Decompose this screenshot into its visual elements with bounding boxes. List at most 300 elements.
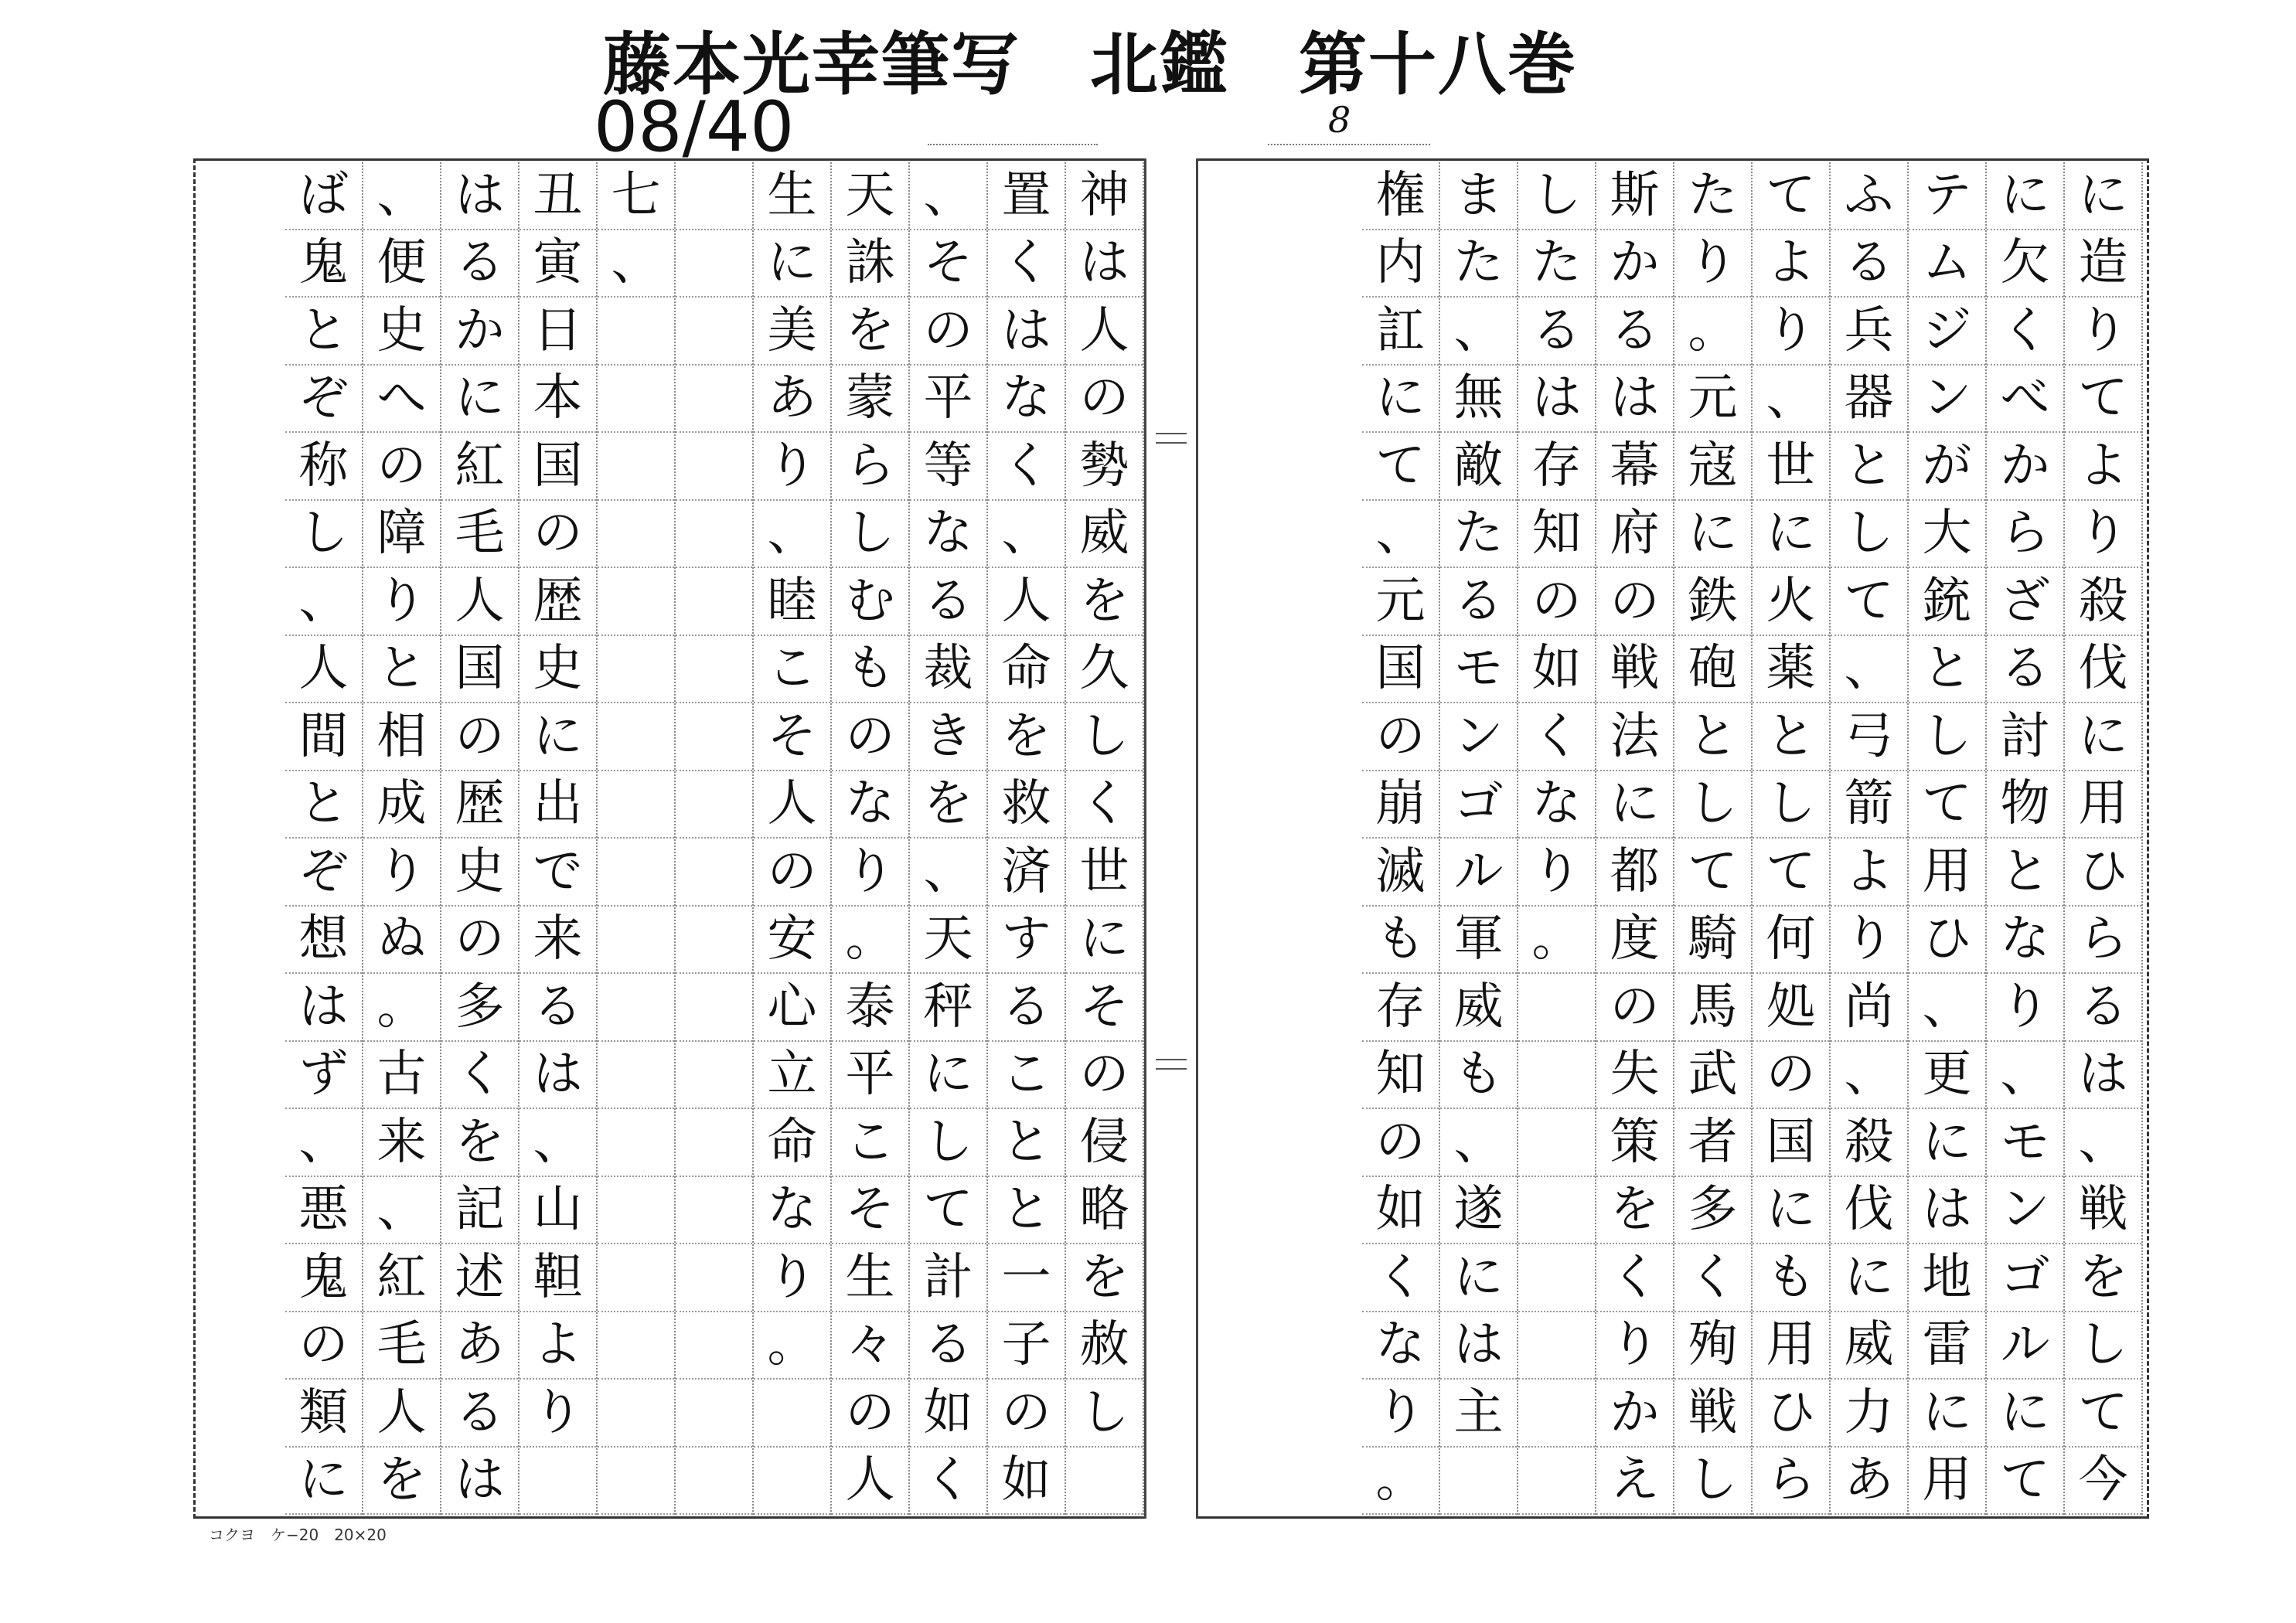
manuscript-cell: 間 bbox=[285, 703, 362, 771]
manuscript-cell: 古 bbox=[363, 1042, 440, 1110]
manuscript-cell: は bbox=[2065, 1042, 2141, 1110]
manuscript-cell: の bbox=[519, 501, 596, 569]
manuscript-cell: 安 bbox=[754, 907, 830, 975]
manuscript-cell: に bbox=[1362, 366, 1439, 434]
manuscript-cell: あ bbox=[441, 1312, 518, 1380]
manuscript-cell: ン bbox=[1440, 703, 1517, 771]
manuscript-cell: 大 bbox=[1909, 501, 1985, 569]
manuscript-cell: し bbox=[1066, 1380, 1143, 1448]
manuscript-cell: に bbox=[1753, 1177, 1829, 1245]
manuscript-cell: て bbox=[1831, 568, 1907, 636]
manuscript-cell: 用 bbox=[1909, 839, 1985, 907]
manuscript-cell: 救 bbox=[988, 771, 1065, 839]
manuscript-cell: を bbox=[1066, 1244, 1143, 1312]
manuscript-cell: 蒙 bbox=[832, 366, 908, 434]
manuscript-cell: 天 bbox=[832, 162, 908, 230]
manuscript-cell: は bbox=[441, 162, 518, 230]
manuscript-cell: ら bbox=[1987, 501, 2063, 569]
manuscript-cell: の bbox=[363, 433, 440, 501]
manuscript-cell: る bbox=[1596, 298, 1673, 366]
manuscript-cell: 威 bbox=[1831, 1312, 1907, 1380]
manuscript-cell: に bbox=[910, 1042, 986, 1110]
manuscript-cell: 斯 bbox=[1596, 162, 1673, 230]
manuscript-cell: 箭 bbox=[1831, 771, 1907, 839]
manuscript-cell: は bbox=[285, 974, 362, 1042]
manuscript-cell: 、 bbox=[285, 568, 362, 636]
manuscript-cell: ず bbox=[285, 1042, 362, 1110]
manuscript-cell: る bbox=[441, 230, 518, 298]
manuscript-cell: と bbox=[285, 298, 362, 366]
manuscript-cell: 用 bbox=[1753, 1312, 1829, 1380]
manuscript-cell bbox=[1518, 1448, 1595, 1516]
manuscript-cell: 侵 bbox=[1066, 1109, 1143, 1177]
manuscript-cell bbox=[598, 501, 674, 569]
manuscript-cell: 寅 bbox=[519, 230, 596, 298]
manuscript-cell: ル bbox=[1440, 839, 1517, 907]
manuscript-cell: 来 bbox=[519, 907, 596, 975]
manuscript-cell: 史 bbox=[519, 636, 596, 704]
manuscript-cell: り bbox=[363, 568, 440, 636]
manuscript-cell: 多 bbox=[441, 974, 518, 1042]
manuscript-cell: は bbox=[1066, 230, 1143, 298]
manuscript-cell: 。 bbox=[754, 1312, 830, 1380]
manuscript-cell: に bbox=[2065, 703, 2141, 771]
manuscript-cell: と bbox=[1909, 636, 1985, 704]
manuscript-cell: る bbox=[1518, 298, 1595, 366]
manuscript-cell: し bbox=[832, 501, 908, 569]
manuscript-cell bbox=[598, 636, 674, 704]
manuscript-cell: 命 bbox=[754, 1109, 830, 1177]
manuscript-cell: に bbox=[441, 366, 518, 434]
manuscript-cell: 国 bbox=[441, 636, 518, 704]
manuscript-cell: 略 bbox=[1066, 1177, 1143, 1245]
manuscript-cell: に bbox=[519, 703, 596, 771]
manuscript-cell: ぞ bbox=[285, 839, 362, 907]
manuscript-cell: て bbox=[1987, 1448, 2063, 1516]
manuscript-cell: ゴ bbox=[1440, 771, 1517, 839]
manuscript-cell: り bbox=[363, 839, 440, 907]
manuscript-cell: 史 bbox=[441, 839, 518, 907]
manuscript-cell: 平 bbox=[832, 1042, 908, 1110]
manuscript-cell: 山 bbox=[519, 1177, 596, 1245]
manuscript-cell: 。 bbox=[363, 974, 440, 1042]
manuscript-cell bbox=[676, 636, 752, 704]
manuscript-cell: 滅 bbox=[1362, 839, 1439, 907]
manuscript-cell: 訌 bbox=[1362, 298, 1439, 366]
manuscript-cell bbox=[598, 1042, 674, 1110]
manuscript-cell: 等 bbox=[910, 433, 986, 501]
manuscript-cell: の bbox=[910, 298, 986, 366]
manuscript-cell: ざ bbox=[1987, 568, 2063, 636]
manuscript-cell: の bbox=[832, 703, 908, 771]
manuscript-cell: は bbox=[1518, 366, 1595, 434]
manuscript-cell: 殺 bbox=[1831, 1109, 1907, 1177]
manuscript-cell: 、 bbox=[910, 839, 986, 907]
manuscript-cell bbox=[676, 162, 752, 230]
manuscript-cell: 崩 bbox=[1362, 771, 1439, 839]
manuscript-cell bbox=[1518, 1244, 1595, 1312]
manuscript-cell: こ bbox=[988, 1042, 1065, 1110]
manuscript-cell: 威 bbox=[1440, 974, 1517, 1042]
manuscript-cell: も bbox=[832, 636, 908, 704]
manuscript-cell: も bbox=[1362, 907, 1439, 975]
manuscript-cell: か bbox=[1596, 230, 1673, 298]
manuscript-cell: モ bbox=[1987, 1109, 2063, 1177]
manuscript-cell bbox=[1518, 1109, 1595, 1177]
manuscript-cell: 者 bbox=[1674, 1109, 1751, 1177]
manuscript-cell: ひ bbox=[1909, 907, 1985, 975]
manuscript-cell bbox=[676, 1177, 752, 1245]
manuscript-cell: く bbox=[1674, 1244, 1751, 1312]
manuscript-cell: 置 bbox=[988, 162, 1065, 230]
manuscript-cell: 府 bbox=[1596, 501, 1673, 569]
manuscript-cell: 更 bbox=[1909, 1042, 1985, 1110]
manuscript-cell: る bbox=[988, 974, 1065, 1042]
manuscript-cell: り bbox=[1987, 974, 2063, 1042]
manuscript-column bbox=[754, 162, 832, 1515]
manuscript-cell: が bbox=[1909, 433, 1985, 501]
manuscript-cell: の bbox=[1362, 1109, 1439, 1177]
fold-clip-top bbox=[1156, 433, 1187, 444]
manuscript-cell: の bbox=[441, 907, 518, 975]
manuscript-cell: 元 bbox=[1674, 366, 1751, 434]
manuscript-cell: 如 bbox=[910, 1380, 986, 1448]
manuscript-cell: 失 bbox=[1596, 1042, 1673, 1110]
manuscript-cell: の bbox=[441, 703, 518, 771]
manuscript-column bbox=[910, 162, 988, 1515]
manuscript-cell: 用 bbox=[2065, 771, 2141, 839]
manuscript-cell: に bbox=[1066, 907, 1143, 975]
manuscript-cell bbox=[598, 366, 674, 434]
manuscript-cell: に bbox=[1596, 771, 1673, 839]
manuscript-cell: 々 bbox=[832, 1312, 908, 1380]
manuscript-cell: む bbox=[832, 568, 908, 636]
manuscript-cell: 、 bbox=[363, 1177, 440, 1245]
manuscript-cell: く bbox=[988, 230, 1065, 298]
manuscript-cell: り bbox=[2065, 298, 2141, 366]
manuscript-cell: 出 bbox=[519, 771, 596, 839]
manuscript-cell bbox=[598, 1380, 674, 1448]
manuscript-cell: は bbox=[1909, 1177, 1985, 1245]
manuscript-cell: く bbox=[910, 1448, 986, 1516]
manuscript-cell: た bbox=[1440, 501, 1517, 569]
manuscript-cell: 伐 bbox=[2065, 636, 2141, 704]
manuscript-cell: べ bbox=[1987, 366, 2063, 434]
manuscript-cell: 久 bbox=[1066, 636, 1143, 704]
manuscript-cell: 。 bbox=[1362, 1448, 1439, 1516]
manuscript-column bbox=[1440, 162, 1518, 1515]
manuscript-cell: よ bbox=[519, 1312, 596, 1380]
manuscript-cell: に bbox=[754, 230, 830, 298]
manuscript-cell: 、 bbox=[1362, 501, 1439, 569]
manuscript-cell: ま bbox=[1440, 162, 1517, 230]
manuscript-cell bbox=[676, 298, 752, 366]
manuscript-cell: 物 bbox=[1987, 771, 2063, 839]
manuscript-cell: し bbox=[1066, 703, 1143, 771]
manuscript-cell: 歴 bbox=[519, 568, 596, 636]
manuscript-cell: し bbox=[1518, 162, 1595, 230]
manuscript-cell bbox=[676, 907, 752, 975]
manuscript-cell: 、 bbox=[1909, 974, 1985, 1042]
manuscript-cell: そ bbox=[832, 1177, 908, 1245]
manuscript-cell: 用 bbox=[1909, 1448, 1985, 1516]
manuscript-cell: 武 bbox=[1674, 1042, 1751, 1110]
manuscript-cell: 悪 bbox=[285, 1177, 362, 1245]
manuscript-cell bbox=[598, 907, 674, 975]
manuscript-cell: 造 bbox=[2065, 230, 2141, 298]
manuscript-cell: 人 bbox=[988, 568, 1065, 636]
manuscript-cell: 戦 bbox=[1596, 636, 1673, 704]
manuscript-cell: 国 bbox=[519, 433, 596, 501]
manuscript-cell: は bbox=[519, 1042, 596, 1110]
manuscript-cell: り bbox=[1753, 298, 1829, 366]
manuscript-column bbox=[1831, 162, 1909, 1515]
manuscript-cell: 便 bbox=[363, 230, 440, 298]
manuscript-cell: 。 bbox=[832, 907, 908, 975]
manuscript-cell: の bbox=[1596, 568, 1673, 636]
manuscript-cell: 美 bbox=[754, 298, 830, 366]
dotted-rule-right bbox=[1268, 144, 1430, 145]
manuscript-cell: る bbox=[441, 1380, 518, 1448]
manuscript-cell: 雷 bbox=[1909, 1312, 1985, 1380]
manuscript-cell: 力 bbox=[1831, 1380, 1907, 1448]
manuscript-column bbox=[2065, 162, 2143, 1515]
manuscript-cell: 処 bbox=[1753, 974, 1829, 1042]
manuscript-cell: そ bbox=[754, 703, 830, 771]
manuscript-cell bbox=[598, 839, 674, 907]
manuscript-cell bbox=[598, 1244, 674, 1312]
manuscript-cell: ふ bbox=[1831, 162, 1907, 230]
manuscript-cell: く bbox=[441, 1042, 518, 1110]
manuscript-cell: し bbox=[1674, 1448, 1751, 1516]
manuscript-cell: を bbox=[363, 1448, 440, 1516]
manuscript-cell: 如 bbox=[988, 1448, 1065, 1516]
manuscript-cell: 権 bbox=[1362, 162, 1439, 230]
manuscript-cell: の bbox=[1362, 703, 1439, 771]
manuscript-cell bbox=[754, 1380, 830, 1448]
manuscript-cell: ぞ bbox=[285, 366, 362, 434]
manuscript-cell: に bbox=[2065, 162, 2141, 230]
manuscript-cell: た bbox=[1518, 230, 1595, 298]
manuscript-cell: 平 bbox=[910, 366, 986, 434]
manuscript-cell bbox=[676, 839, 752, 907]
manuscript-cell: ン bbox=[1987, 1177, 2063, 1245]
manuscript-cell bbox=[598, 298, 674, 366]
manuscript-cell: と bbox=[1987, 839, 2063, 907]
manuscript-cell: 戦 bbox=[2065, 1177, 2141, 1245]
manuscript-cell: 人 bbox=[441, 568, 518, 636]
manuscript-cell: は bbox=[988, 298, 1065, 366]
manuscript-cell: 記 bbox=[441, 1177, 518, 1245]
manuscript-cell: ら bbox=[832, 433, 908, 501]
manuscript-cell: は bbox=[1440, 1312, 1517, 1380]
manuscript-cell: し bbox=[910, 1109, 986, 1177]
manuscript-cell: 心 bbox=[754, 974, 830, 1042]
manuscript-cell: 如 bbox=[1362, 1177, 1439, 1245]
manuscript-cell: ル bbox=[1987, 1312, 2063, 1380]
manuscript-cell: 本 bbox=[519, 366, 596, 434]
manuscript-cell: 国 bbox=[1362, 636, 1439, 704]
manuscript-cell: に bbox=[1440, 1244, 1517, 1312]
center-fold bbox=[1144, 158, 1198, 1519]
manuscript-cell: を bbox=[1066, 568, 1143, 636]
manuscript-cell bbox=[1518, 1380, 1595, 1448]
manuscript-column bbox=[676, 162, 754, 1515]
manuscript-cell: 子 bbox=[988, 1312, 1065, 1380]
manuscript-cell: 勢 bbox=[1066, 433, 1143, 501]
manuscript-cell: く bbox=[1596, 1244, 1673, 1312]
manuscript-cell bbox=[754, 1448, 830, 1516]
manuscript-cell: と bbox=[1674, 703, 1751, 771]
manuscript-cell: の bbox=[1518, 568, 1595, 636]
manuscript-cell: ぬ bbox=[363, 907, 440, 975]
manuscript-cell: 銃 bbox=[1909, 568, 1985, 636]
manuscript-cell bbox=[1518, 1042, 1595, 1110]
manuscript-cell: た bbox=[1440, 230, 1517, 298]
manuscript-cell: 鬼 bbox=[285, 1244, 362, 1312]
manuscript-cell: 何 bbox=[1753, 907, 1829, 975]
manuscript-cell: 来 bbox=[363, 1109, 440, 1177]
dotted-rule-left bbox=[928, 144, 1098, 145]
manuscript-cell: を bbox=[910, 771, 986, 839]
manuscript-cell: 称 bbox=[285, 433, 362, 501]
manuscript-cell bbox=[676, 1312, 752, 1380]
manuscript-cell: な bbox=[988, 366, 1065, 434]
manuscript-column bbox=[1066, 162, 1144, 1515]
manuscript-cell: 弓 bbox=[1831, 703, 1907, 771]
manuscript-cell: 日 bbox=[519, 298, 596, 366]
manuscript-cell: 度 bbox=[1596, 907, 1673, 975]
manuscript-cell: 、 bbox=[1753, 366, 1829, 434]
manuscript-cell bbox=[676, 568, 752, 636]
manuscript-cell: 人 bbox=[832, 1448, 908, 1516]
manuscript-cell: 尚 bbox=[1831, 974, 1907, 1042]
manuscript-column bbox=[1753, 162, 1831, 1515]
manuscript-cell: 丑 bbox=[519, 162, 596, 230]
manuscript-cell: 命 bbox=[988, 636, 1065, 704]
manuscript-cell bbox=[1518, 1177, 1595, 1245]
manuscript-cell: 、 bbox=[1831, 1042, 1907, 1110]
manuscript-cell: 多 bbox=[1674, 1177, 1751, 1245]
manuscript-cell: 、 bbox=[285, 1109, 362, 1177]
manuscript-cell: も bbox=[1440, 1042, 1517, 1110]
manuscript-cell: 世 bbox=[1066, 839, 1143, 907]
manuscript-cell: 相 bbox=[363, 703, 440, 771]
manuscript-cell: こ bbox=[754, 636, 830, 704]
manuscript-cell: 生 bbox=[832, 1244, 908, 1312]
manuscript-cell: る bbox=[2065, 974, 2141, 1042]
manuscript-cell: 無 bbox=[1440, 366, 1517, 434]
manuscript-cell bbox=[676, 1448, 752, 1516]
manuscript-cell: え bbox=[1596, 1448, 1673, 1516]
manuscript-cell: 紅 bbox=[441, 433, 518, 501]
manuscript-cell: る bbox=[1440, 568, 1517, 636]
manuscript-cell: ン bbox=[1909, 366, 1985, 434]
manuscript-cell bbox=[676, 974, 752, 1042]
manuscript-cell: 毛 bbox=[441, 501, 518, 569]
manuscript-cell: な bbox=[910, 501, 986, 569]
manuscript-cell: 類 bbox=[285, 1380, 362, 1448]
manuscript-cell: で bbox=[519, 839, 596, 907]
manuscript-cell: の bbox=[754, 839, 830, 907]
manuscript-cell: 遂 bbox=[1440, 1177, 1517, 1245]
manuscript-cell: と bbox=[988, 1177, 1065, 1245]
manuscript-cell: る bbox=[1987, 636, 2063, 704]
manuscript-cell: 歴 bbox=[441, 771, 518, 839]
manuscript-cell: の bbox=[1066, 1042, 1143, 1110]
manuscript-cell: し bbox=[2065, 1312, 2141, 1380]
manuscript-cell: き bbox=[910, 703, 986, 771]
manuscript-column bbox=[1909, 162, 1987, 1515]
manuscript-cell: 、 bbox=[988, 501, 1065, 569]
manuscript-cell: る bbox=[910, 568, 986, 636]
manuscript-cell bbox=[676, 501, 752, 569]
manuscript-cell: 立 bbox=[754, 1042, 830, 1110]
manuscript-cell bbox=[676, 1042, 752, 1110]
manuscript-cell: と bbox=[1831, 433, 1907, 501]
manuscript-cell: を bbox=[2065, 1244, 2141, 1312]
manuscript-cell: 殉 bbox=[1674, 1312, 1751, 1380]
manuscript-cell: 障 bbox=[363, 501, 440, 569]
manuscript-cell: よ bbox=[2065, 433, 2141, 501]
manuscript-cell: す bbox=[988, 907, 1065, 975]
manuscript-cell: て bbox=[1909, 771, 1985, 839]
manuscript-cell: り bbox=[832, 839, 908, 907]
manuscript-cell: こ bbox=[832, 1109, 908, 1177]
manuscript-cell: 内 bbox=[1362, 230, 1439, 298]
manuscript-cell bbox=[598, 703, 674, 771]
manuscript-cell: の bbox=[988, 1380, 1065, 1448]
manuscript-column bbox=[832, 162, 910, 1515]
manuscript-cell: 今 bbox=[2065, 1448, 2141, 1516]
manuscript-cell: 靼 bbox=[519, 1244, 596, 1312]
manuscript-cell: 砲 bbox=[1674, 636, 1751, 704]
manuscript-cell: 策 bbox=[1596, 1109, 1673, 1177]
manuscript-cell: と bbox=[988, 1109, 1065, 1177]
manuscript-cell: 、 bbox=[2065, 1109, 2141, 1177]
manuscript-cell: に bbox=[1909, 1380, 1985, 1448]
manuscript-cell: 睦 bbox=[754, 568, 830, 636]
manuscript-cell: を bbox=[832, 298, 908, 366]
manuscript-cell: の bbox=[1596, 974, 1673, 1042]
manuscript-cell: 人 bbox=[1066, 298, 1143, 366]
manuscript-cell: な bbox=[754, 1177, 830, 1245]
manuscript-cell: の bbox=[1753, 1042, 1829, 1110]
manuscript-cell: ひ bbox=[2065, 839, 2141, 907]
manuscript-cell: 敵 bbox=[1440, 433, 1517, 501]
manuscript-cell: に bbox=[285, 1448, 362, 1516]
manuscript-cell: 世 bbox=[1753, 433, 1829, 501]
manuscript-cell bbox=[1440, 1448, 1517, 1516]
manuscript-cell: 泰 bbox=[832, 974, 908, 1042]
manuscript-cell: に bbox=[1987, 1380, 2063, 1448]
manuscript-cell: へ bbox=[363, 366, 440, 434]
manuscript-column bbox=[363, 162, 441, 1515]
manuscript-cell: 赦 bbox=[1066, 1312, 1143, 1380]
manuscript-cell: か bbox=[1987, 433, 2063, 501]
manuscript-cell: 軍 bbox=[1440, 907, 1517, 975]
manuscript-cell: り bbox=[754, 1244, 830, 1312]
manuscript-cell: に bbox=[1909, 1109, 1985, 1177]
manuscript-cell: の bbox=[832, 1380, 908, 1448]
manuscript-cell: 人 bbox=[363, 1380, 440, 1448]
manuscript-cell: 知 bbox=[1362, 1042, 1439, 1110]
manuscript-cell: 、 bbox=[1831, 636, 1907, 704]
manuscript-cell: り bbox=[1518, 839, 1595, 907]
manuscript-cell: よ bbox=[1831, 839, 1907, 907]
manuscript-cell bbox=[676, 703, 752, 771]
manuscript-cell: ら bbox=[2065, 907, 2141, 975]
